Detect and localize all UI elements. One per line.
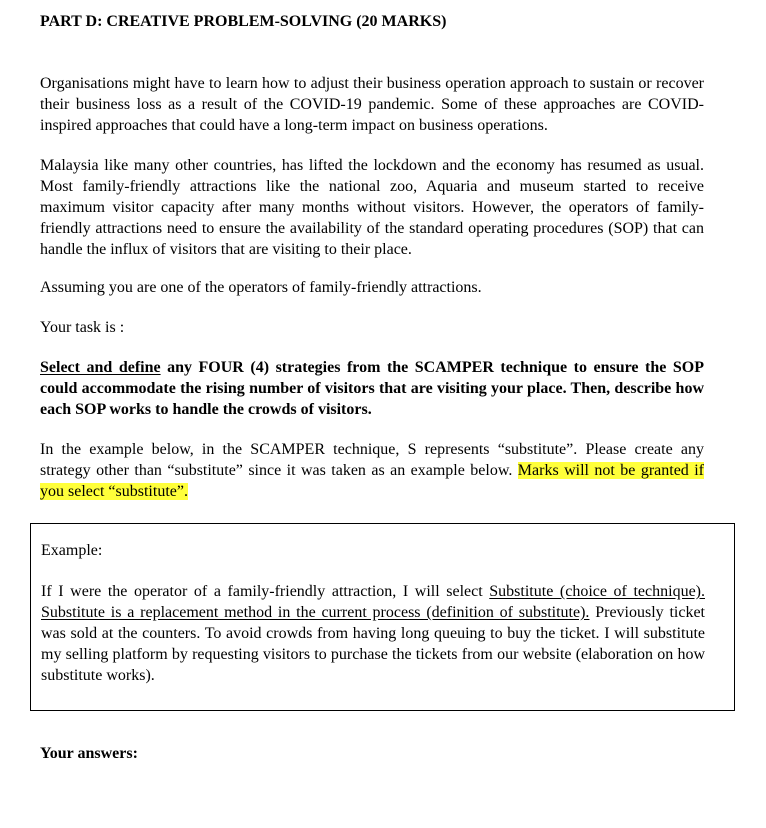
example-label: Example: xyxy=(41,542,103,559)
example-box xyxy=(30,523,735,711)
highlighted-warning: Marks will not be granted if you select “substitute”. xyxy=(40,462,705,500)
task-underlined-phrase: Select and define xyxy=(40,359,161,376)
intro-paragraph: Organisations might have to learn how to adjust their business operation approach to sustain or recover their business loss as a result of the COVID-19 pandemic. Some of these approaches are COVID-inspired approaches that could have a long-term impact on business operations. xyxy=(40,75,704,134)
instruction-paragraph xyxy=(40,439,704,502)
example-choice: Substitute (choice of technique). xyxy=(489,583,705,600)
example-intro: If I were the operator of a family-friendly attraction, I will select xyxy=(41,583,490,600)
example-text xyxy=(41,581,705,686)
example-definition: Substitute is a replacement method in the current process (definition of substitute). xyxy=(41,604,590,621)
task-rest: any FOUR (4) strategies from the SCAMPER technique to ensure the SOP could accommodate the rising number of visitors that are visiting your place. Then, describe how each SOP works to handle the crowds of visitors. xyxy=(40,359,704,418)
your-answers-label: Your answers: xyxy=(40,745,138,762)
task-statement xyxy=(40,357,704,420)
instruction-text: In the example below, in the SCAMPER technique, S represents “substitute”. Please create any strategy other than “substitute” since it was taken as an example below. xyxy=(40,441,704,479)
example-elaboration: Previously ticket was sold at the counters. To avoid crowds from having long queuing to buy the ticket. I will substitute my selling platform by requesting visitors to purchase the tickets from our website (elaboration on how substitute works). xyxy=(41,604,705,684)
task-label: Your task is : xyxy=(40,319,125,336)
assumption-paragraph: Assuming you are one of the operators of family-friendly attractions. xyxy=(40,279,482,296)
context-paragraph: Malaysia like many other countries, has lifted the lockdown and the economy has resumed as usual. Most family-friendly attractions like the national zoo, Aquaria and museum started to receive maximum visitor capacity after many months without visitors. However, the operators of family-friendly attractions need to ensure the availability of the standard operating procedures (SOP) that can handle the influx of visitors that are visiting to their place. xyxy=(40,157,704,258)
section-heading: PART D: CREATIVE PROBLEM-SOLVING (20 MARKS) xyxy=(40,13,447,30)
